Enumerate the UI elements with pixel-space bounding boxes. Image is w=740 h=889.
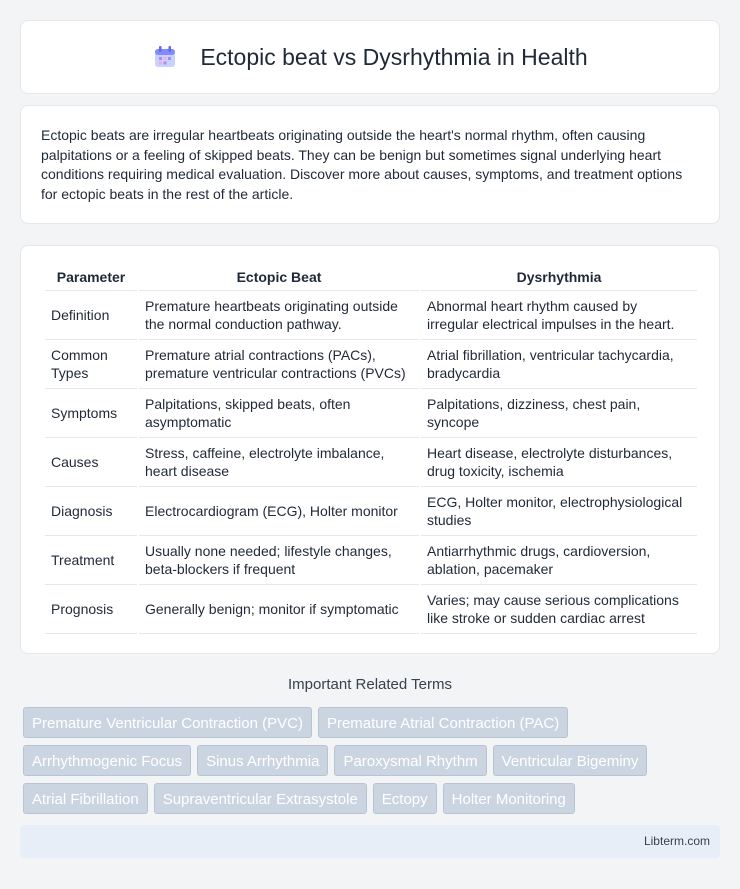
header-parameter: Parameter (45, 264, 137, 291)
related-terms-list (23, 707, 723, 814)
table-row (45, 536, 697, 585)
related-term-ventricular-bigeminy[interactable]: Ventricular Bigeminy (493, 745, 648, 776)
row-ectopic-beat: Usually none needed; lifestyle changes, beta-blockers if frequent (139, 536, 419, 585)
related-term-paroxysmal-rhythm[interactable]: Paroxysmal Rhythm (334, 745, 486, 776)
table-row (45, 340, 697, 389)
row-ectopic-beat: Electrocardiogram (ECG), Holter monitor (139, 487, 419, 536)
row-ectopic-beat: Premature heartbeats originating outside the normal conduction pathway. (139, 291, 419, 340)
footer-site-link[interactable]: Libterm.com (643, 834, 710, 848)
table-header-row (45, 264, 697, 291)
row-parameter: Diagnosis (45, 487, 137, 536)
related-term-ectopy[interactable]: Ectopy (373, 783, 437, 814)
table-row (45, 585, 697, 634)
related-terms-heading: Important Related Terms (288, 676, 452, 693)
header-dysrhythmia: Dysrhythmia (421, 264, 697, 291)
row-dysrhythmia: Antiarrhythmic drugs, cardioversion, ablation, pacemaker (421, 536, 697, 585)
row-dysrhythmia: Abnormal heart rhythm caused by irregular electrical impulses in the heart. (421, 291, 697, 340)
row-dysrhythmia: Palpitations, dizziness, chest pain, syncope (421, 389, 697, 438)
row-parameter: Definition (45, 291, 137, 340)
row-parameter: Common Types (45, 340, 137, 389)
row-parameter: Causes (45, 438, 137, 487)
comparison-card (20, 245, 720, 654)
intro-paragraph: Ectopic beats are irregular heartbeats originating outside the heart's normal rhythm, often causing palpitations or a feeling of skipped beats. They can be benign but sometimes signal underlying heart conditions requiring medical evaluation. Discover more about causes, symptoms, and treatment options for ectopic beats in the rest of the article. (41, 127, 683, 202)
related-term-atrial-fibrillation[interactable]: Atrial Fibrillation (23, 783, 148, 814)
row-ectopic-beat: Generally benign; monitor if symptomatic (139, 585, 419, 634)
related-term-holter-monitoring[interactable]: Holter Monitoring (443, 783, 575, 814)
row-dysrhythmia: ECG, Holter monitor, electrophysiological studies (421, 487, 697, 536)
related-term-pvc[interactable]: Premature Ventricular Contraction (PVC) (23, 707, 312, 738)
row-ectopic-beat: Palpitations, skipped beats, often asymptomatic (139, 389, 419, 438)
row-parameter: Treatment (45, 536, 137, 585)
footer (20, 825, 720, 858)
table-row (45, 389, 697, 438)
table-row (45, 487, 697, 536)
table-row (45, 438, 697, 487)
related-term-arrhythmogenic-focus[interactable]: Arrhythmogenic Focus (23, 745, 191, 776)
row-dysrhythmia: Heart disease, electrolyte disturbances, drug toxicity, ischemia (421, 438, 697, 487)
row-dysrhythmia: Atrial fibrillation, ventricular tachycardia, bradycardia (421, 340, 697, 389)
row-parameter: Symptoms (45, 389, 137, 438)
related-term-sinus-arrhythmia[interactable]: Sinus Arrhythmia (197, 745, 328, 776)
related-term-supraventricular-extrasystole[interactable]: Supraventricular Extrasystole (154, 783, 367, 814)
header-ectopic-beat: Ectopic Beat (139, 264, 419, 291)
calendar-icon (152, 44, 178, 70)
related-term-pac[interactable]: Premature Atrial Contraction (PAC) (318, 707, 568, 738)
title-card (20, 20, 720, 94)
intro-card (20, 105, 720, 224)
comparison-table (43, 264, 699, 634)
row-ectopic-beat: Stress, caffeine, electrolyte imbalance, heart disease (139, 438, 419, 487)
row-ectopic-beat: Premature atrial contractions (PACs), premature ventricular contractions (PVCs) (139, 340, 419, 389)
page-title: Ectopic beat vs Dysrhythmia in Health (200, 43, 588, 70)
row-parameter: Prognosis (45, 585, 137, 634)
table-row (45, 291, 697, 340)
row-dysrhythmia: Varies; may cause serious complications like stroke or sudden cardiac arrest (421, 585, 697, 634)
